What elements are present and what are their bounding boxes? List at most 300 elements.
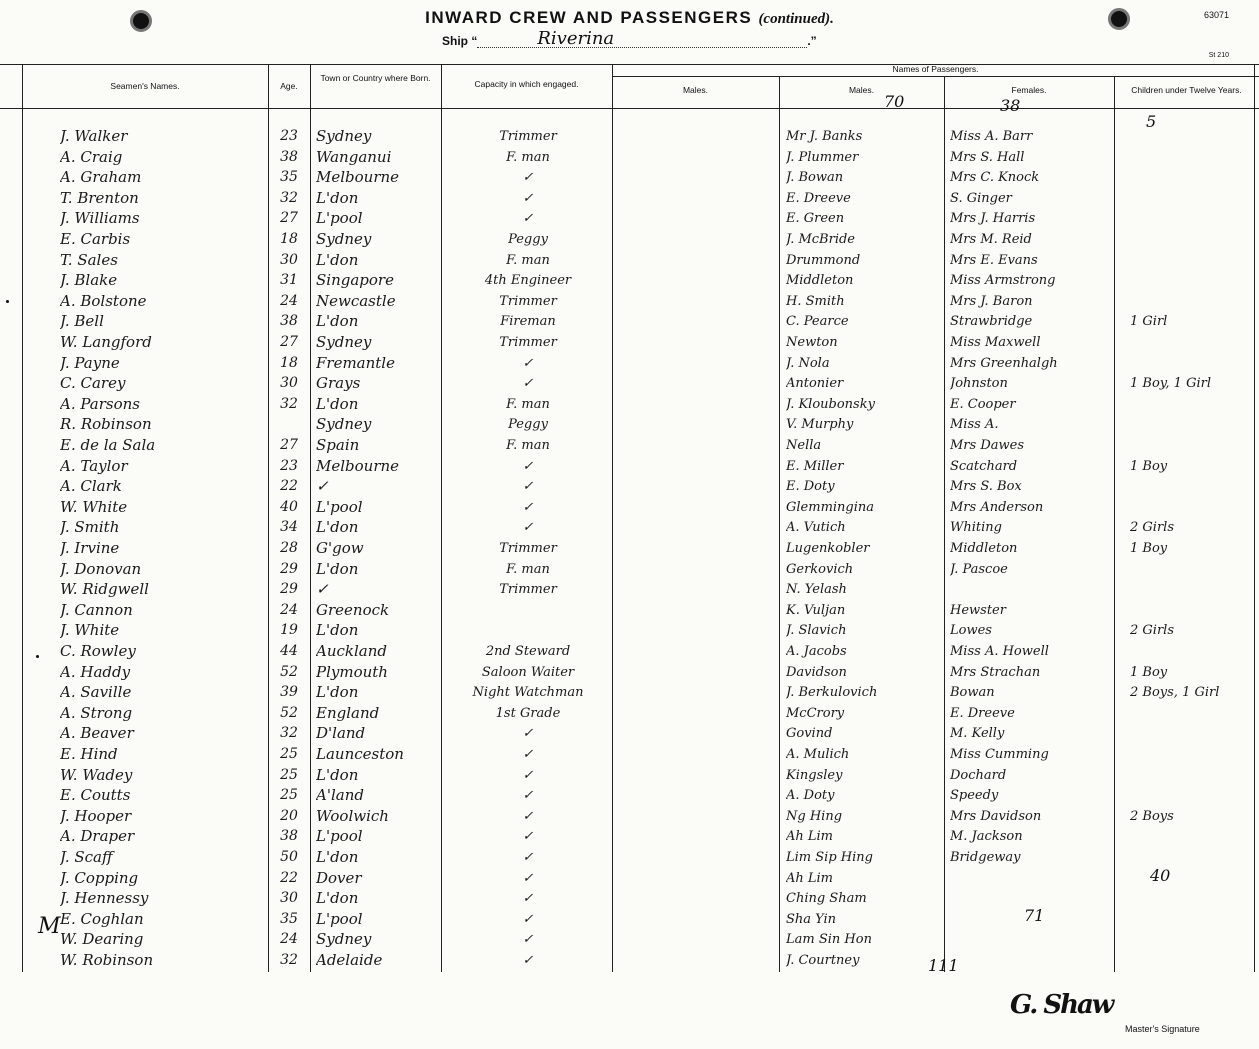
passenger-children <box>1130 826 1254 847</box>
seaman-name: J. Hooper <box>60 806 132 825</box>
seaman-name: J. Copping <box>60 868 139 887</box>
seaman-birthplace: Sydney <box>316 415 372 434</box>
passenger-male: J. Slavich <box>786 623 847 639</box>
passenger-children: 1 Boy, 1 Girl <box>1130 376 1211 392</box>
passenger-female: Miss Cumming <box>950 747 1049 762</box>
passenger-female <box>950 579 1112 600</box>
seaman-name: J. Payne <box>60 353 120 372</box>
passenger-female: Whiting <box>950 520 1002 536</box>
seaman-name: T. Sales <box>60 250 118 269</box>
passenger-male: Gerkovich <box>786 561 854 577</box>
seaman-name: E. Coghlan <box>60 909 144 928</box>
seaman-age: 27 <box>280 334 298 350</box>
passenger-female: Miss Maxwell <box>950 335 1041 350</box>
passenger-children <box>1130 723 1254 744</box>
seaman-age: 32 <box>280 725 298 742</box>
passenger-male: Middleton <box>786 273 854 289</box>
passenger-children <box>1130 579 1254 600</box>
passenger-children <box>1130 229 1254 250</box>
passenger-children <box>1130 353 1254 374</box>
seaman-birthplace: L'don <box>316 518 359 537</box>
seaman-name: W. Robinson <box>60 951 154 969</box>
seaman-age: 28 <box>280 540 298 556</box>
passenger-female <box>950 888 1112 909</box>
seaman-birthplace: Melbourne <box>316 168 400 187</box>
header-capacity: Capacity in which engaged. <box>474 79 579 89</box>
seaman-capacity: Trimmer <box>499 335 557 350</box>
seaman-birthplace: L'don <box>316 889 359 908</box>
passenger-children <box>1130 559 1254 580</box>
passenger-children <box>1130 414 1254 435</box>
seaman-birthplace: L'don <box>316 559 359 578</box>
passenger-male: Ah Lim <box>786 870 834 886</box>
tally-males: 70 <box>884 92 905 111</box>
master-signature: G. Shaw <box>1010 990 1113 1020</box>
passenger-female: Johnston <box>950 376 1008 392</box>
passenger-children: 1 Boy <box>1130 664 1168 680</box>
seaman-age: 38 <box>280 828 298 845</box>
seaman-capacity: Trimmer <box>499 129 557 144</box>
passenger-children <box>1130 208 1254 229</box>
margin-mark: M <box>38 914 61 939</box>
seaman-capacity: Saloon Waiter <box>481 664 575 680</box>
seaman-name: W. Ridgwell <box>60 580 149 599</box>
seaman-capacity: ✓ <box>522 932 534 948</box>
seaman-birthplace: Melbourne <box>316 456 400 475</box>
passenger-female: Dochard <box>950 767 1007 783</box>
tally-females: 38 <box>1000 96 1021 115</box>
passenger-female: S. Ginger <box>950 190 1012 206</box>
seaman-age: 29 <box>280 581 298 598</box>
seaman-birthplace: L'pool <box>316 909 363 928</box>
passenger-male: A. Vutich <box>786 520 846 536</box>
seaman-name: A. Strong <box>60 703 133 722</box>
seaman-birthplace: Sydney <box>316 230 372 248</box>
seaman-birthplace: L'don <box>316 394 359 413</box>
passenger-children <box>1130 641 1254 662</box>
table-row <box>0 147 1259 168</box>
seaman-age: 19 <box>280 622 298 639</box>
seaman-birthplace: L'don <box>316 188 359 207</box>
passenger-female: Mrs Greenhalgh <box>950 355 1058 371</box>
seaman-name: W. Langford <box>60 333 152 351</box>
seaman-capacity: 2nd Steward <box>485 644 571 659</box>
ship-name-field <box>477 28 807 49</box>
passenger-male: H. Smith <box>786 293 845 309</box>
seaman-capacity: 4th Engineer <box>484 273 572 289</box>
passengers-group-rule <box>612 76 1259 77</box>
seaman-name: J. Blake <box>60 271 118 290</box>
seaman-capacity: ✓ <box>522 190 534 206</box>
seaman-capacity: Night Watchman <box>472 685 584 701</box>
seaman-age: 30 <box>280 251 298 268</box>
seaman-birthplace: L'pool <box>316 827 363 846</box>
passenger-male: McCrory <box>786 705 845 721</box>
header-seamen: Seamen's Names. <box>110 81 180 91</box>
passenger-female: Mrs Dawes <box>950 438 1024 453</box>
passenger-children <box>1130 270 1254 291</box>
seaman-capacity: Peggy <box>508 417 548 433</box>
master-signature-label: Master's Signature <box>1125 1024 1200 1034</box>
passenger-male: E. Green <box>786 211 845 227</box>
table-row <box>0 291 1259 312</box>
passenger-children <box>1130 950 1254 971</box>
tally-males-bottom: 111 <box>928 956 959 975</box>
seaman-capacity: ✓ <box>522 788 534 804</box>
seaman-birthplace: Adelaide <box>316 951 383 969</box>
passenger-female: Bridgeway <box>950 850 1021 865</box>
seaman-name: J. Donovan <box>60 559 142 578</box>
passenger-male: Ng Hing <box>786 808 843 824</box>
passenger-male: J. Plummer <box>786 149 859 165</box>
passenger-male: Sha Yin <box>786 911 837 927</box>
passenger-children <box>1130 435 1254 456</box>
seaman-age: 24 <box>280 931 298 948</box>
seaman-birthplace: Fremantle <box>316 353 395 372</box>
table-row <box>0 559 1259 580</box>
seaman-birthplace: Wanganui <box>316 147 392 166</box>
seaman-capacity: ✓ <box>522 458 534 474</box>
seaman-name: J. Williams <box>60 209 140 228</box>
passenger-female <box>950 929 1112 950</box>
seaman-birthplace: Greenock <box>316 600 390 619</box>
seaman-age: 39 <box>280 684 298 701</box>
passenger-children <box>1130 888 1254 909</box>
seaman-age: 32 <box>280 189 298 206</box>
seaman-capacity: F. man <box>506 252 550 268</box>
seaman-name: A. Haddy <box>60 662 131 681</box>
seaman-name: E. Coutts <box>60 786 131 805</box>
table-row <box>0 311 1259 332</box>
passenger-female: Mrs Anderson <box>950 499 1044 515</box>
table-row <box>0 497 1259 518</box>
seaman-name: J. Irvine <box>60 539 120 557</box>
seaman-capacity: ✓ <box>522 911 534 927</box>
table-row <box>0 785 1259 806</box>
passenger-children: 2 Girls <box>1130 520 1174 536</box>
passenger-male: J. Kloubonsky <box>786 396 875 412</box>
passenger-children: 1 Boy <box>1130 541 1168 556</box>
table-row <box>0 641 1259 662</box>
passenger-male: Kingsley <box>786 767 843 783</box>
seaman-capacity: Fireman <box>500 314 556 330</box>
table-row <box>0 703 1259 724</box>
table-row <box>0 517 1259 538</box>
seaman-birthplace: Sydney <box>316 333 372 351</box>
seaman-birthplace: L'don <box>316 312 359 331</box>
passenger-children <box>1130 847 1254 868</box>
passenger-male: Lim Sip Hing <box>786 850 873 865</box>
passenger-children <box>1130 147 1254 168</box>
seaman-birthplace: ✓ <box>316 580 329 599</box>
header-females: Females. <box>1011 85 1047 95</box>
seaman-age: 38 <box>280 148 298 165</box>
seaman-birthplace: L'don <box>316 765 359 784</box>
margin-dot <box>36 655 39 658</box>
passenger-male: J. Nola <box>786 355 830 371</box>
seaman-age: 25 <box>280 766 298 783</box>
tally-children: 5 <box>1146 112 1157 131</box>
seaman-birthplace: A'land <box>316 786 364 805</box>
seaman-age: 18 <box>280 231 298 247</box>
seaman-birthplace: England <box>316 703 380 722</box>
passenger-male: Newton <box>786 335 838 350</box>
seaman-name: C. Rowley <box>60 642 136 660</box>
seaman-age: 25 <box>280 787 298 804</box>
passenger-male: J. Bowan <box>786 170 844 186</box>
seaman-age: 27 <box>280 437 298 453</box>
seaman-age: 32 <box>280 395 298 412</box>
seaman-age: 32 <box>280 952 298 968</box>
passenger-female: Strawbridge <box>950 314 1033 330</box>
seaman-name: T. Brenton <box>60 188 139 207</box>
passenger-female <box>950 950 1112 971</box>
table-row <box>0 188 1259 209</box>
header-males-2: Males. <box>848 85 875 95</box>
seaman-capacity: F. man <box>506 561 550 577</box>
passenger-female: Mrs Strachan <box>950 664 1041 680</box>
header-children: Children under Twelve Years. <box>1131 85 1242 95</box>
passenger-male: Antonier <box>786 376 844 392</box>
passenger-children: 2 Girls <box>1130 623 1174 639</box>
seaman-capacity: 1st Grade <box>495 705 561 721</box>
header-passengers: Names of Passengers. <box>892 64 979 74</box>
table-row <box>0 682 1259 703</box>
table-row <box>0 723 1259 744</box>
seaman-name: E. Hind <box>60 745 118 763</box>
passenger-male: E. Miller <box>786 458 844 474</box>
passenger-male: K. Vuljan <box>786 602 846 618</box>
seaman-capacity: ✓ <box>522 767 534 783</box>
passenger-children <box>1130 332 1254 353</box>
table-row <box>0 847 1259 868</box>
table-row <box>0 456 1259 477</box>
passenger-male: Ah Lim <box>786 829 834 845</box>
form-number: 63071 <box>1203 10 1229 20</box>
seaman-birthplace: Plymouth <box>316 662 388 681</box>
seaman-name: A. Graham <box>60 168 142 187</box>
seaman-capacity: F. man <box>506 396 550 412</box>
seaman-capacity: ✓ <box>522 850 534 865</box>
passenger-female: J. Pascoe <box>950 561 1008 577</box>
seaman-birthplace: L'don <box>316 848 359 866</box>
table-row <box>0 394 1259 415</box>
passenger-female: Mrs S. Hall <box>950 149 1025 165</box>
tally-children-total: 40 <box>1150 866 1171 885</box>
passenger-children <box>1130 394 1254 415</box>
passenger-female <box>950 868 1112 889</box>
tally-females-bottom: 71 <box>1024 906 1045 925</box>
passenger-children <box>1130 785 1254 806</box>
seaman-capacity: ✓ <box>522 829 534 845</box>
seaman-name: J. Scaff <box>60 848 113 866</box>
table-row <box>0 250 1259 271</box>
passenger-female: Hewster <box>950 602 1006 618</box>
seaman-age: 52 <box>280 663 298 680</box>
passenger-children <box>1130 765 1254 786</box>
seaman-name: A. Taylor <box>60 456 128 475</box>
passenger-children: 2 Boys <box>1130 808 1174 824</box>
table-row <box>0 579 1259 600</box>
seaman-capacity: ✓ <box>522 726 534 742</box>
ship-label: Ship “ <box>442 34 478 48</box>
seaman-capacity <box>446 620 610 641</box>
seaman-capacity: F. man <box>506 149 550 165</box>
passenger-female: Miss A. Howell <box>950 644 1049 659</box>
table-row <box>0 270 1259 291</box>
seaman-capacity: ✓ <box>522 211 534 227</box>
seaman-age: 24 <box>280 601 298 618</box>
seaman-capacity: F. man <box>506 438 550 453</box>
table-row <box>0 353 1259 374</box>
passenger-female: Mrs J. Baron <box>950 293 1033 309</box>
passenger-male: Glemmingina <box>786 499 875 515</box>
seaman-age: 23 <box>280 457 298 474</box>
seaman-age: 34 <box>280 519 298 536</box>
table-row <box>0 620 1259 641</box>
seaman-name: A. Parsons <box>60 394 140 413</box>
table-row <box>0 126 1259 147</box>
passenger-male: Drummond <box>786 252 861 268</box>
table-row <box>0 826 1259 847</box>
seaman-age: 40 <box>280 498 298 515</box>
passenger-female <box>950 909 1112 930</box>
passenger-female: Middleton <box>950 541 1018 556</box>
passenger-female: Mrs Davidson <box>950 808 1042 824</box>
seaman-birthplace: Spain <box>316 436 360 454</box>
seaman-birthplace: L'pool <box>316 209 363 228</box>
seaman-capacity: ✓ <box>522 499 534 515</box>
title-text: INWARD CREW AND PASSENGERS <box>425 8 753 27</box>
passenger-female: E. Cooper <box>950 396 1016 412</box>
table-row <box>0 662 1259 683</box>
seaman-capacity: ✓ <box>522 891 534 907</box>
seaman-name: W. Wadey <box>60 765 133 784</box>
table-row <box>0 167 1259 188</box>
form-code: St 210 <box>1208 52 1229 59</box>
table-row <box>0 435 1259 456</box>
table-row <box>0 229 1259 250</box>
seaman-name: J. Cannon <box>60 600 133 619</box>
table-row <box>0 765 1259 786</box>
passenger-male: E. Doty <box>786 479 835 495</box>
header-bottom-rule <box>0 108 1259 109</box>
passenger-male: Ching Sham <box>786 891 867 907</box>
seaman-name: A. Bolstone <box>60 291 147 310</box>
seaman-capacity: Trimmer <box>499 541 557 556</box>
passenger-male: Davidson <box>786 664 847 680</box>
seaman-age: 27 <box>280 210 298 227</box>
table-row <box>0 476 1259 497</box>
seaman-name: J. White <box>60 621 120 640</box>
seaman-name: J. Smith <box>60 518 120 537</box>
seaman-name: J. Walker <box>60 127 128 145</box>
passenger-male: J. Courtney <box>786 953 860 968</box>
seaman-capacity: Trimmer <box>499 582 557 598</box>
seaman-capacity: ✓ <box>522 520 534 536</box>
passenger-children: 1 Girl <box>1130 314 1168 330</box>
table-row <box>0 208 1259 229</box>
seaman-age: 20 <box>280 807 298 824</box>
passenger-children <box>1130 703 1254 724</box>
seaman-birthplace: Sydney <box>316 930 372 949</box>
seaman-birthplace: Singapore <box>316 271 394 290</box>
seaman-name: A. Draper <box>60 827 135 846</box>
seaman-birthplace: Dover <box>316 868 362 887</box>
seaman-name: A. Craig <box>60 147 123 166</box>
seaman-name: A. Saville <box>60 683 132 702</box>
seaman-birthplace: ✓ <box>316 477 329 496</box>
title-suffix: (continued). <box>758 11 834 27</box>
passenger-children <box>1130 929 1254 950</box>
passenger-female: M. Jackson <box>950 829 1023 845</box>
passenger-male: Mr J. Banks <box>786 129 863 144</box>
passenger-male: E. Dreeve <box>786 190 851 206</box>
seaman-age: 25 <box>280 746 298 762</box>
passenger-children <box>1130 126 1254 147</box>
passenger-male: Govind <box>786 726 833 742</box>
passenger-female: Lowes <box>950 623 992 639</box>
seaman-name: A. Clark <box>60 477 122 496</box>
header-age: Age. <box>280 81 298 91</box>
ship-close: .” <box>807 34 817 48</box>
seaman-capacity: ✓ <box>522 953 534 968</box>
passenger-male: V. Murphy <box>786 417 854 433</box>
passenger-male: Lam Sin Hon <box>786 932 872 948</box>
passenger-children <box>1130 600 1254 621</box>
seaman-name: W. White <box>60 497 128 516</box>
passenger-male: A. Jacobs <box>786 644 847 659</box>
passenger-female: Miss A. Barr <box>950 129 1033 144</box>
passenger-female: Mrs E. Evans <box>950 252 1038 268</box>
passenger-female: Miss A. <box>950 417 999 433</box>
seaman-age: 24 <box>280 292 298 309</box>
seaman-age: 35 <box>280 169 298 186</box>
table-row <box>0 950 1259 971</box>
passenger-children: 2 Boys, 1 Girl <box>1130 685 1220 701</box>
seaman-age: 30 <box>280 890 298 907</box>
seaman-name: J. Hennessy <box>60 889 149 908</box>
passenger-male: N. Yelash <box>786 582 847 598</box>
seaman-age: 23 <box>280 128 298 144</box>
passenger-male: C. Pearce <box>786 314 849 330</box>
seaman-age: 44 <box>280 643 298 659</box>
passenger-female: Mrs S. Box <box>950 479 1022 495</box>
seaman-capacity: ✓ <box>522 747 534 762</box>
passenger-male: J. Berkulovich <box>786 685 878 701</box>
seaman-capacity: ✓ <box>522 808 534 824</box>
table-row <box>0 332 1259 353</box>
passenger-female: Bowan <box>950 685 995 701</box>
seaman-birthplace: Newcastle <box>316 291 396 310</box>
passenger-children <box>1130 497 1254 518</box>
passenger-children <box>1130 167 1254 188</box>
passenger-female: Mrs M. Reid <box>950 232 1032 247</box>
seaman-capacity: ✓ <box>522 355 534 371</box>
table-row <box>0 373 1259 394</box>
seaman-capacity: Peggy <box>508 232 548 247</box>
margin-dot <box>6 300 9 303</box>
seaman-name: J. Bell <box>60 312 104 331</box>
seaman-birthplace: Auckland <box>316 642 387 660</box>
table-row <box>0 744 1259 765</box>
passenger-female: M. Kelly <box>950 726 1005 742</box>
seaman-age: 31 <box>280 272 298 289</box>
table-row <box>0 414 1259 435</box>
seaman-name: C. Carey <box>60 374 126 393</box>
seaman-birthplace: L'don <box>316 621 359 640</box>
table-row <box>0 888 1259 909</box>
